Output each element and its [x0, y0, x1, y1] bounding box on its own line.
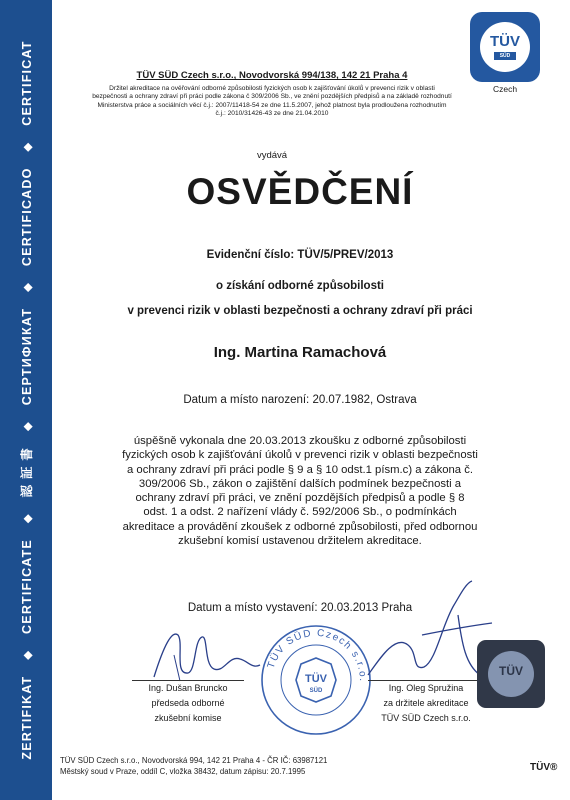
stamp-sub: SÜD: [309, 688, 323, 694]
signatory-left-role-2: zkušební komise: [154, 713, 222, 723]
field-line: v prevenci rizik v oblasti bezpečnosti a ochrany zdraví při práci: [127, 305, 473, 317]
issues-text: vydává: [256, 150, 288, 161]
sidebar-word-certificate: CERTIFICATE: [20, 539, 34, 634]
footer-tuv-logo: TÜV®: [530, 762, 558, 773]
diamond-icon: ◆: [22, 141, 34, 152]
signatory-left-name: Ing. Dušan Bruncko: [148, 683, 228, 693]
record-number: Evidenční číslo: TÜV/5/PREV/2013: [206, 249, 394, 261]
signatory-left-role-1: předseda odborné: [151, 698, 225, 708]
diamond-icon: ◆: [22, 282, 34, 292]
diamond-icon: ◆: [22, 649, 34, 660]
stamp-ring-text: TÜV SÜD Czech s.r.o.: [265, 627, 369, 683]
signature-left: [144, 625, 264, 685]
sidebar-word-russian: СЕРТИФИКАТ: [20, 307, 34, 406]
obtain-line: o získání odborné způsobilosti: [215, 280, 385, 292]
footer-registration: [60, 755, 327, 777]
accreditation-text: Držitel akreditace na ověřování odborné způsobilosti fyzických osob k zajišťování úkolů v prevenci rizik v oblasti bezpečnosti a ochrany zdraví při práci podle zákona č 309/2006 Sb., ve znění pozdějších předpisů a na základě rozhodnutí Ministerstva práce a sociálních věcí č.j.: 2007/11418-54 ze dne 11.5.2007, jehož platnost byla prodloužena rozhodnutím č.j.: 2010/31426-43 ze dne 21.04.2010: [92, 85, 452, 118]
certificate-sidebar-band: [0, 0, 52, 800]
exam-statement: úspěšně vykonala dne 20.03.2013 zkoušku z odborné způsobilosti fyzických osob k zajišťování úkolů v prevenci rizik v oblasti bezpečnosti a ochrany zdraví při práci podle § 9 a § 10 odst.1 písm.c) a zákona č. 309/2006 Sb., zákon o zajištění dalších podmínek bezpečnosti a ochrany zdraví při práci, ve znění pozdějších předpisů a podle § 8 odst. 1 a odst. 2 nařízení vlády č. 592/2006 Sb., o podmínkách akreditace a provádění zkoušek z odborné způsobilosti, před odbornou zkušební komisí ustavenou držitelem akreditace.: [122, 435, 478, 548]
logo-circle: [480, 22, 530, 72]
hologram-circle: [488, 651, 534, 697]
sidebar-word-certificat: CERTIFICAT: [20, 40, 34, 126]
signatory-left: [118, 681, 258, 726]
sidebar-word-zertifikat: ZERTIFIKAT: [20, 675, 34, 760]
hologram-word: TÜV: [499, 664, 523, 678]
certificate-page: [52, 0, 570, 800]
holder-name: Ing. Martina Ramachová: [213, 344, 387, 361]
certificate-title: OSVĚDČENÍ: [186, 171, 414, 212]
birth-line: Datum a místo narození: 20.07.1982, Ostrava: [183, 394, 417, 406]
sidebar-word-certificado: CERTIFICADO: [20, 167, 34, 267]
hologram-seal: [477, 640, 545, 708]
sidebar-word-japanese: 認 証 書: [20, 446, 34, 498]
signatory-right: [356, 681, 496, 726]
signatory-right-role-2: TÜV SÜD Czech s.r.o.: [381, 713, 471, 723]
stamp-word: TÜV: [305, 673, 327, 685]
footer-line-1: TÜV SÜD Czech s.r.o., Novodvorská 994, 142 21 Praha 4 - ČR IČ: 63987121: [60, 756, 328, 765]
company-address-line: TÜV SÜD Czech s.r.o., Novodvorská 994/138, 142 21 Praha 4: [136, 70, 408, 81]
logo-word: TÜV: [490, 33, 520, 50]
diamond-icon: ◆: [22, 513, 34, 524]
logo-sub: SÜD: [494, 52, 516, 60]
signatory-right-role-1: za držitele akreditace: [383, 698, 469, 708]
footer-line-2: Městský soud v Praze, oddíl C, vložka 38432, datum zápisu: 20.7.1995: [60, 767, 306, 776]
sidebar-languages-text: [17, 38, 35, 761]
diamond-icon: ◆: [22, 421, 34, 431]
issue-date-line: Datum a místo vystavení: 20.03.2013 Praha: [187, 602, 413, 614]
signatory-right-name: Ing. Oleg Spružina: [388, 683, 464, 693]
logo-caption: Czech: [492, 84, 518, 94]
